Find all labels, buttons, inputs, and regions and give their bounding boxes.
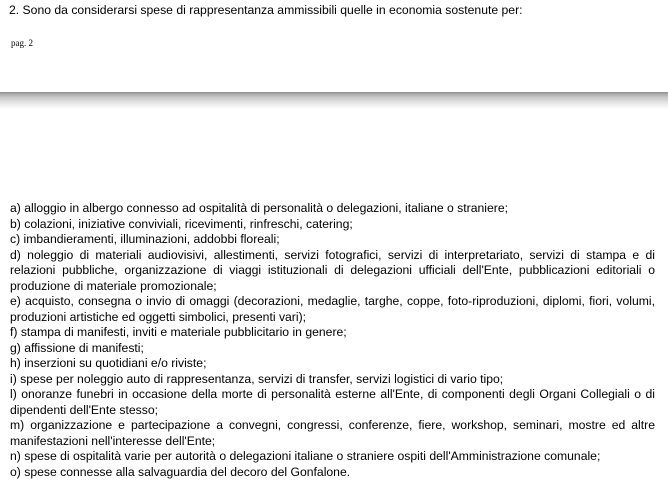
list-item: m) organizzazione e partecipazione a convegni, congressi, conferenze, fiere, workshop, seminari, mostre ed altre manifestazioni nell'interesse dell'Ente; <box>10 418 655 448</box>
section-heading: 2. Sono da considerarsi spese di rappresentanza ammissibili quelle in economia sostenute per: <box>9 3 523 17</box>
list-item: l) onoranze funebri in occasione della morte di personalità esterne all'Ente, di componenti degli Organi Collegiali o di dipendenti dell'Ente stesso; <box>10 387 655 417</box>
list-item: e) acquisto, consegna o invio di omaggi (decorazioni, medaglie, targhe, coppe, foto-riproduzioni, diplomi, fiori, volumi, produzioni artistiche ed oggetti simbolici, presenti vari); <box>10 294 655 324</box>
list-item: c) imbandieramenti, illuminazioni, addobbi floreali; <box>10 232 280 246</box>
page-break-separator <box>0 92 668 109</box>
list-item: o) spese connesse alla salvaguardia del decoro del Gonfalone. <box>10 464 351 479</box>
list-item: h) inserzioni su quotidiani e/o riviste; <box>10 356 207 370</box>
list-item: g) affissione di manifesti; <box>10 340 144 355</box>
list-item: b) colazioni, iniziative conviviali, ricevimenti, rinfreschi, catering; <box>10 216 353 231</box>
list-item: f) stampa di manifesti, inviti e materiale pubblicitario in genere; <box>10 325 347 339</box>
page-number: pag. 2 <box>11 38 33 48</box>
page-header-area <box>0 0 668 92</box>
list-item: d) noleggio di materiali audiovisivi, allestimenti, servizi fotografici, servizi di interpretariato, servizi di stampa e di relazioni pubbliche, organizzazione di viaggi istituzionali di delegazioni ufficiali dell'Ente, pubblicazioni editoriali o produzione di materiale promozionale; <box>10 247 655 293</box>
list-item: i) spese per noleggio auto di rappresentanza, servizi di transfer, servizi logistici di vario tipo; <box>10 371 504 386</box>
expense-list <box>10 201 655 480</box>
list-item: n) spese di ospitalità varie per autorità o delegazioni italiane o straniere ospiti dell'Amministrazione comunale; <box>10 449 601 463</box>
list-item: a) alloggio in albergo connesso ad ospitalità di personalità o delegazioni, italiane o straniere; <box>10 201 508 215</box>
